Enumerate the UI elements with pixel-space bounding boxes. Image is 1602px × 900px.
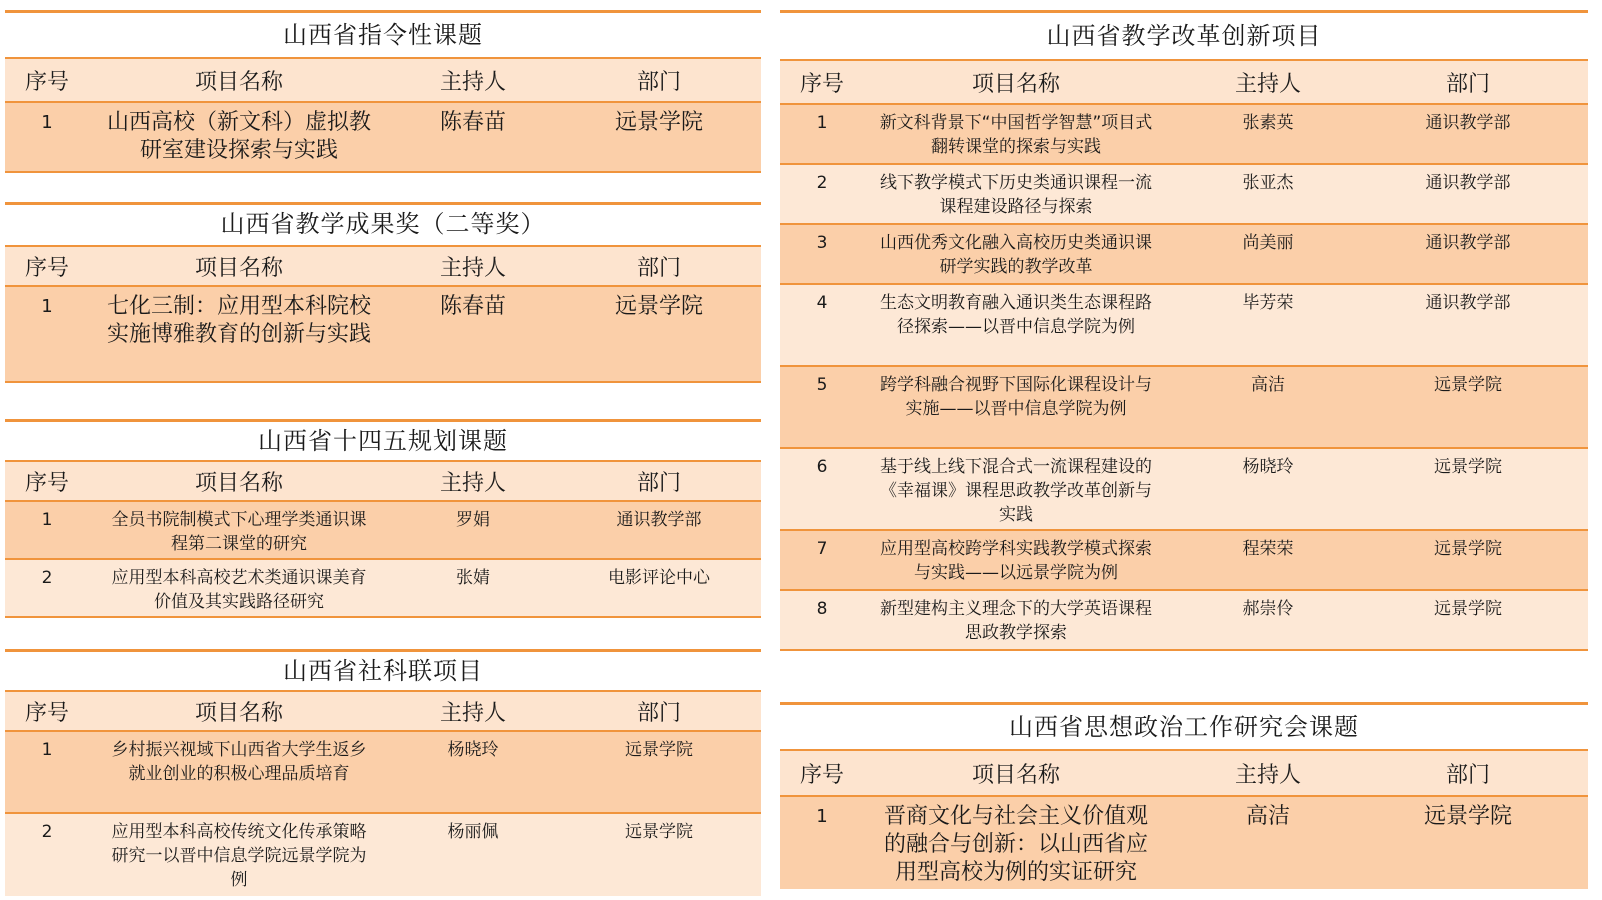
- cell-num: 8: [816, 599, 828, 619]
- cell-name: 应用型高校跨学科实践教学模式探索与实践——以远景学院为例: [880, 539, 1152, 583]
- cell-num: 5: [816, 375, 828, 395]
- header-num: 序号: [24, 700, 69, 726]
- cell-host: 杨丽佩: [447, 822, 499, 842]
- cell-dept: 远景学院: [614, 110, 703, 135]
- cell-dept: 远景学院: [1434, 599, 1502, 619]
- cell-name: 生态文明教育融入通识类生态课程路径探索——以晋中信息学院为例: [880, 293, 1152, 337]
- header-name: 项目名称: [971, 762, 1060, 788]
- cell-num: 2: [41, 822, 53, 842]
- cell-num: 6: [816, 457, 828, 477]
- cell-name: 新型建构主义理念下的大学英语课程思政教学探索: [880, 599, 1152, 643]
- section-teaching-reform: [780, 10, 1588, 651]
- table-row: [780, 225, 1588, 285]
- header-name: 项目名称: [194, 470, 283, 496]
- table-row: [5, 732, 761, 814]
- cell-name: 七化三制：应用型本科院校实施博雅教育的创新与实践: [106, 294, 371, 347]
- header-dept: 部门: [1445, 71, 1490, 97]
- cell-host: 张亚杰: [1242, 173, 1294, 193]
- cell-dept: 远景学院: [625, 822, 693, 842]
- table-row: [780, 591, 1588, 651]
- header-dept: 部门: [636, 255, 681, 281]
- cell-name: 乡村振兴视域下山西省大学生返乡就业创业的积极心理品质培育: [111, 740, 367, 784]
- cell-dept: 远景学院: [1434, 539, 1502, 559]
- section-directive-topics: [5, 10, 761, 173]
- cell-name: 应用型本科高校传统文化传承策略研究一以晋中信息学院远景学院为例: [111, 822, 367, 890]
- cell-dept: 通识教学部: [616, 510, 702, 530]
- cell-num: 1: [41, 112, 53, 133]
- header-host: 主持人: [439, 69, 506, 95]
- cell-name: 基于线上线下混合式一流课程建设的《幸福课》课程思政教学改革创新与实践: [880, 457, 1152, 525]
- cell-num: 2: [41, 568, 53, 588]
- header-host: 主持人: [1234, 71, 1301, 97]
- cell-host: 毕芳荣: [1242, 293, 1294, 313]
- cell-host: 高洁: [1245, 804, 1290, 829]
- cell-host: 郝崇伶: [1242, 599, 1294, 619]
- cell-name: 应用型本科高校艺术类通识课美育价值及其实践路径研究: [111, 568, 367, 612]
- cell-num: 4: [816, 293, 828, 313]
- table-row: [780, 105, 1588, 165]
- cell-num: 2: [816, 173, 828, 193]
- cell-name: 山西优秀文化融入高校历史类通识课研学实践的教学改革: [880, 233, 1152, 277]
- table-row: [5, 560, 761, 618]
- header-dept: 部门: [636, 470, 681, 496]
- section-social-science: [5, 649, 761, 896]
- cell-name: 全员书院制模式下心理学类通识课程第二课堂的研究: [111, 510, 367, 554]
- cell-name: 晋商文化与社会主义价值观的融合与创新：以山西省应用型高校为例的实证研究: [883, 804, 1148, 885]
- section-ideological-work: [780, 702, 1588, 889]
- section-title: 山西省指令性课题: [5, 10, 761, 57]
- table-row: [5, 287, 761, 383]
- table-header: [5, 57, 761, 103]
- cell-host: 杨晓玲: [447, 740, 499, 760]
- header-host: 主持人: [439, 700, 506, 726]
- table-header: [5, 460, 761, 502]
- table-row: [5, 814, 761, 896]
- header-dept: 部门: [636, 700, 681, 726]
- cell-dept: 通识教学部: [1425, 113, 1511, 133]
- header-name: 项目名称: [971, 71, 1060, 97]
- cell-num: 1: [816, 113, 828, 133]
- cell-dept: 通识教学部: [1425, 233, 1511, 253]
- section-14th-plan: [5, 419, 761, 618]
- cell-host: 高洁: [1251, 375, 1285, 395]
- section-title: 山西省十四五规划课题: [5, 419, 761, 460]
- table-row: [780, 165, 1588, 225]
- cell-dept: 通识教学部: [1425, 293, 1511, 313]
- header-name: 项目名称: [194, 700, 283, 726]
- cell-num: 1: [41, 296, 53, 317]
- cell-dept: 远景学院: [1434, 375, 1502, 395]
- table-row: [780, 797, 1588, 889]
- header-host: 主持人: [439, 470, 506, 496]
- table-header: [5, 690, 761, 732]
- cell-name: 新文科背景下“中国哲学智慧”项目式翻转课堂的探索与实践: [879, 113, 1153, 157]
- header-dept: 部门: [1445, 762, 1490, 788]
- cell-host: 陈春苗: [439, 294, 506, 319]
- cell-dept: 远景学院: [1423, 804, 1512, 829]
- header-num: 序号: [799, 71, 844, 97]
- table-row: [780, 531, 1588, 591]
- cell-num: 7: [816, 539, 828, 559]
- cell-num: 1: [816, 806, 828, 827]
- cell-num: 1: [41, 740, 53, 760]
- header-dept: 部门: [636, 69, 681, 95]
- header-name: 项目名称: [194, 69, 283, 95]
- cell-name: 山西高校（新文科）虚拟教研室建设探索与实践: [106, 110, 371, 163]
- cell-name: 跨学科融合视野下国际化课程设计与实施——以晋中信息学院为例: [880, 375, 1152, 419]
- header-num: 序号: [24, 255, 69, 281]
- cell-name: 线下教学模式下历史类通识课程一流课程建设路径与探索: [880, 173, 1152, 217]
- table-header: [780, 59, 1588, 105]
- header-host: 主持人: [439, 255, 506, 281]
- cell-num: 3: [816, 233, 828, 253]
- cell-host: 尚美丽: [1242, 233, 1294, 253]
- cell-dept: 电影评论中心: [608, 568, 710, 588]
- table-row: [780, 285, 1588, 367]
- cell-host: 杨晓玲: [1242, 457, 1294, 477]
- cell-host: 程荣荣: [1242, 539, 1294, 559]
- header-num: 序号: [24, 470, 69, 496]
- cell-dept: 远景学院: [625, 740, 693, 760]
- header-name: 项目名称: [194, 255, 283, 281]
- table-row: [5, 103, 761, 173]
- cell-dept: 远景学院: [614, 294, 703, 319]
- cell-dept: 通识教学部: [1425, 173, 1511, 193]
- table-header: [5, 245, 761, 287]
- table-header: [780, 749, 1588, 797]
- cell-num: 1: [41, 510, 53, 530]
- header-host: 主持人: [1234, 762, 1301, 788]
- table-row: [780, 367, 1588, 449]
- cell-host: 张婧: [456, 568, 490, 588]
- table-row: [780, 449, 1588, 531]
- section-title: 山西省教学成果奖（二等奖）: [5, 202, 761, 245]
- cell-dept: 远景学院: [1434, 457, 1502, 477]
- section-title: 山西省教学改革创新项目: [780, 10, 1588, 59]
- table-row: [5, 502, 761, 560]
- section-title: 山西省社科联项目: [5, 649, 761, 690]
- header-num: 序号: [24, 69, 69, 95]
- header-num: 序号: [799, 762, 844, 788]
- cell-host: 罗娟: [456, 510, 490, 530]
- section-teaching-award: [5, 202, 761, 383]
- cell-host: 陈春苗: [439, 110, 506, 135]
- section-title: 山西省思想政治工作研究会课题: [780, 702, 1588, 749]
- cell-host: 张素英: [1242, 113, 1294, 133]
